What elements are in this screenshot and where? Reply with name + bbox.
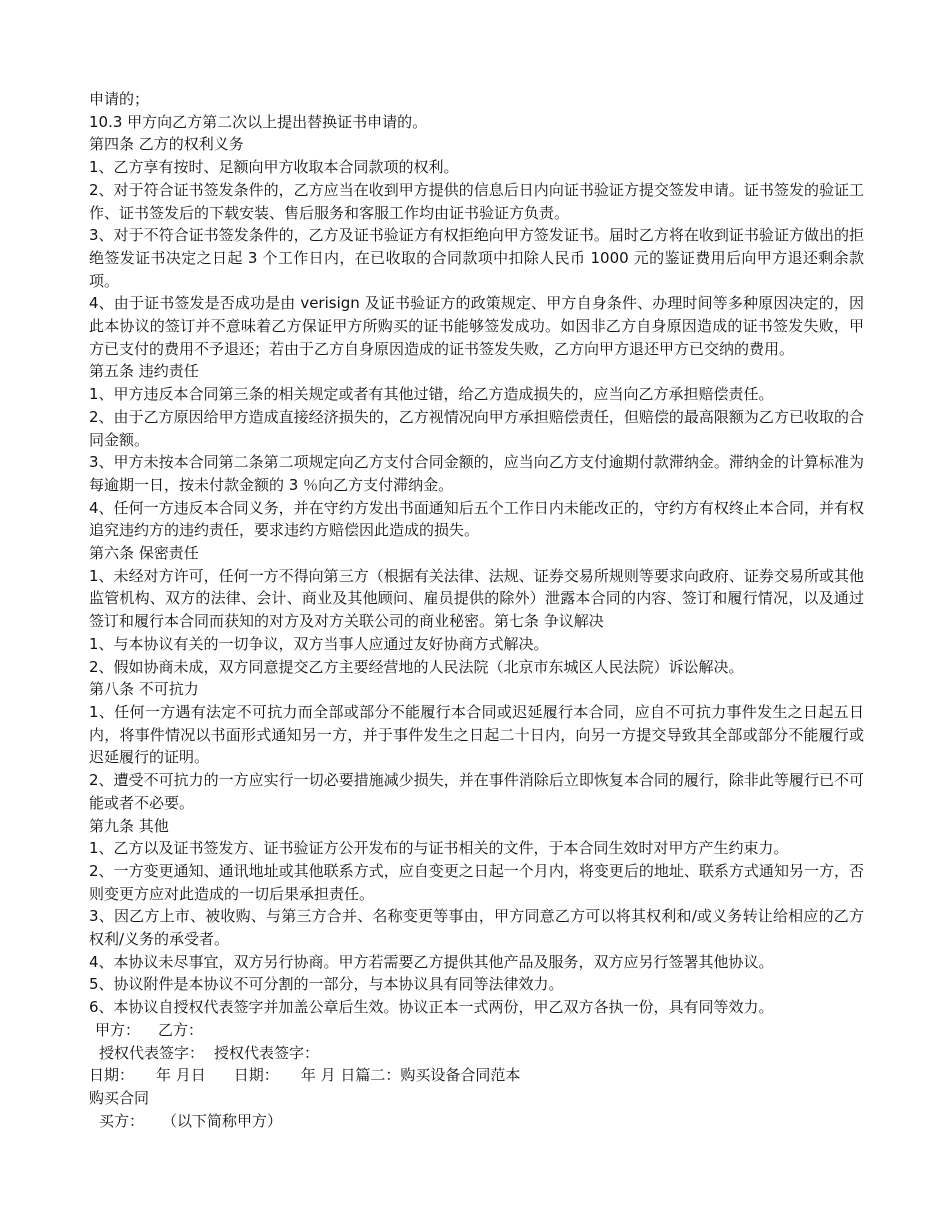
clause: 1、未经对方许可，任何一方不得向第三方（根据有关法律、法规、证券交易所规则等要求向政府、证券交易所或其他监管机构、双方的法律、会计、商业及其他顾问、雇员提供的除外）泄露本合同的内容、签订和履行情况，以及通过签订和履行本合同而获知的对方及对方关联公司的商业秘密。第七条 争议解决 bbox=[89, 566, 864, 631]
signature-dates bbox=[89, 1064, 864, 1087]
rep-a-label: 授权代表签字： bbox=[99, 1043, 205, 1062]
next-document-title: 购买合同 bbox=[89, 1088, 150, 1107]
clause: 4、本协议未尽事宜，双方另行协商。甲方若需要乙方提供其他产品及服务，双方应另行签署其他协议。 bbox=[89, 952, 774, 971]
buyer-line bbox=[89, 1110, 864, 1133]
buyer-label: 买方： bbox=[99, 1111, 145, 1130]
clause: 2、对于符合证书签发条件的，乙方应当在收到甲方提供的信息后日内向证书验证方提交签发申请。证书签发的验证工作、证书签发后的下载安装、售后服务和客服工作均由证书验证方负责。 bbox=[89, 180, 864, 222]
clause: 3、甲方未按本合同第二条第二项规定向乙方支付合同金额的，应当向乙方支付逾期付款滞纳金。滞纳金的计算标准为每逾期一日，按未付款金额的 3 ％向乙方支付滞纳金。 bbox=[89, 453, 864, 494]
text-line: 申请的； bbox=[89, 90, 150, 108]
contract-document bbox=[89, 88, 864, 1132]
clause: 2、假如协商未成，双方同意提交乙方主要经营地的人民法院（北京市东城区人民法院）诉讼解决。 bbox=[89, 657, 744, 676]
clause: 3、因乙方上市、被收购、与第三方合并、名称变更等事由，甲方同意乙方可以将其权利和/或义务转让给相应的乙方权利/义务的承受者。 bbox=[89, 907, 864, 949]
clause: 3、对于不符合证书签发条件的，乙方及证书验证方有权拒绝向甲方签发证书。届时乙方将在收到证书验证方做出的拒绝签发证书决定之日起 3 个工作日内，在已收取的合同款项中扣除人民币 1000 元的鉴证费用后向甲方退还剩余款项。 bbox=[89, 226, 864, 290]
section-heading: 第八条 不可抗力 bbox=[89, 680, 199, 699]
party-b-label: 乙方： bbox=[158, 1020, 204, 1039]
rep-b-label: 授权代表签字： bbox=[214, 1043, 320, 1062]
date-b-fields: 年 月 日篇二：购买设备合同范本 bbox=[300, 1066, 521, 1085]
clause: 1、乙方享有按时、足额向甲方收取本合同款项的权利。 bbox=[89, 158, 459, 177]
text-line: 10.3 甲方向乙方第二次以上提出替换证书申请的。 bbox=[89, 112, 428, 131]
section-heading: 第九条 其他 bbox=[89, 816, 169, 835]
buyer-note: （以下简称甲方） bbox=[162, 1111, 283, 1130]
date-b-label: 日期： bbox=[233, 1066, 279, 1085]
clause: 1、乙方以及证书签发方、证书验证方公开发布的与证书相关的文件，于本合同生效时对甲方产生约束力。 bbox=[89, 839, 789, 858]
section-heading: 第五条 违约责任 bbox=[89, 362, 199, 381]
date-a-fields: 年 月日 bbox=[156, 1066, 206, 1085]
clause: 2、遭受不可抗力的一方应实行一切必要措施减少损失，并在事件消除后立即恢复本合同的履行，除非此等履行已不可能或者不必要。 bbox=[89, 771, 864, 812]
clause: 1、甲方违反本合同第三条的相关规定或者有其他过错，给乙方造成损失的，应当向乙方承担赔偿责任。 bbox=[89, 385, 774, 404]
clause: 2、一方变更通知、通讯地址或其他联系方式，应自变更之日起一个月内，将变更后的地址、联系方式通知另一方，否则变更方应对此造成的一切后果承担责任。 bbox=[89, 861, 864, 903]
signature-representatives bbox=[89, 1042, 864, 1065]
clause: 1、任何一方遇有法定不可抗力而全部或部分不能履行本合同或迟延履行本合同，应自不可抗力事件发生之日起五日内，将事件情况以书面形式通知另一方，并于事件发生之日起二十日内，向另一方提交导致其全部或部分不能履行或迟延履行的证明。 bbox=[89, 702, 864, 767]
clause: 4、由于证书签发是否成功是由 verisign 及证书验证方的政策规定、甲方自身条件、办理时间等多种原因决定的，因此本协议的签订并不意味着乙方保证甲方所购买的证书能够签发成功。如因非乙方自身原因造成的证书签发失败，甲方已支付的费用不予退还；若由于乙方自身原因造成的证书签发失败，乙方向甲方退还甲方已交纳的费用。 bbox=[89, 294, 864, 358]
party-a-label: 甲方： bbox=[95, 1020, 141, 1039]
section-heading: 第四条 乙方的权利义务 bbox=[89, 135, 244, 154]
clause: 5、协议附件是本协议不可分割的一部分，与本协议具有同等法律效力。 bbox=[89, 975, 564, 994]
clause: 6、本协议自授权代表签字并加盖公章后生效。协议正本一式两份，甲乙双方各执一份，具有同等效力。 bbox=[89, 998, 774, 1017]
date-a-label: 日期： bbox=[89, 1066, 135, 1085]
clause: 1、与本协议有关的一切争议，双方当事人应通过友好协商方式解决。 bbox=[89, 634, 549, 653]
signature-parties bbox=[89, 1019, 864, 1042]
clause: 2、由于乙方原因给甲方造成直接经济损失的，乙方视情况向甲方承担赔偿责任，但赔偿的最高限额为乙方已收取的合同金额。 bbox=[89, 407, 864, 449]
clause: 4、任何一方违反本合同义务，并在守约方发出书面通知后五个工作日内未能改正的，守约方有权终止本合同，并有权追究违约方的违约责任，要求违约方赔偿因此造成的损失。 bbox=[89, 498, 864, 540]
section-heading: 第六条 保密责任 bbox=[89, 544, 199, 563]
